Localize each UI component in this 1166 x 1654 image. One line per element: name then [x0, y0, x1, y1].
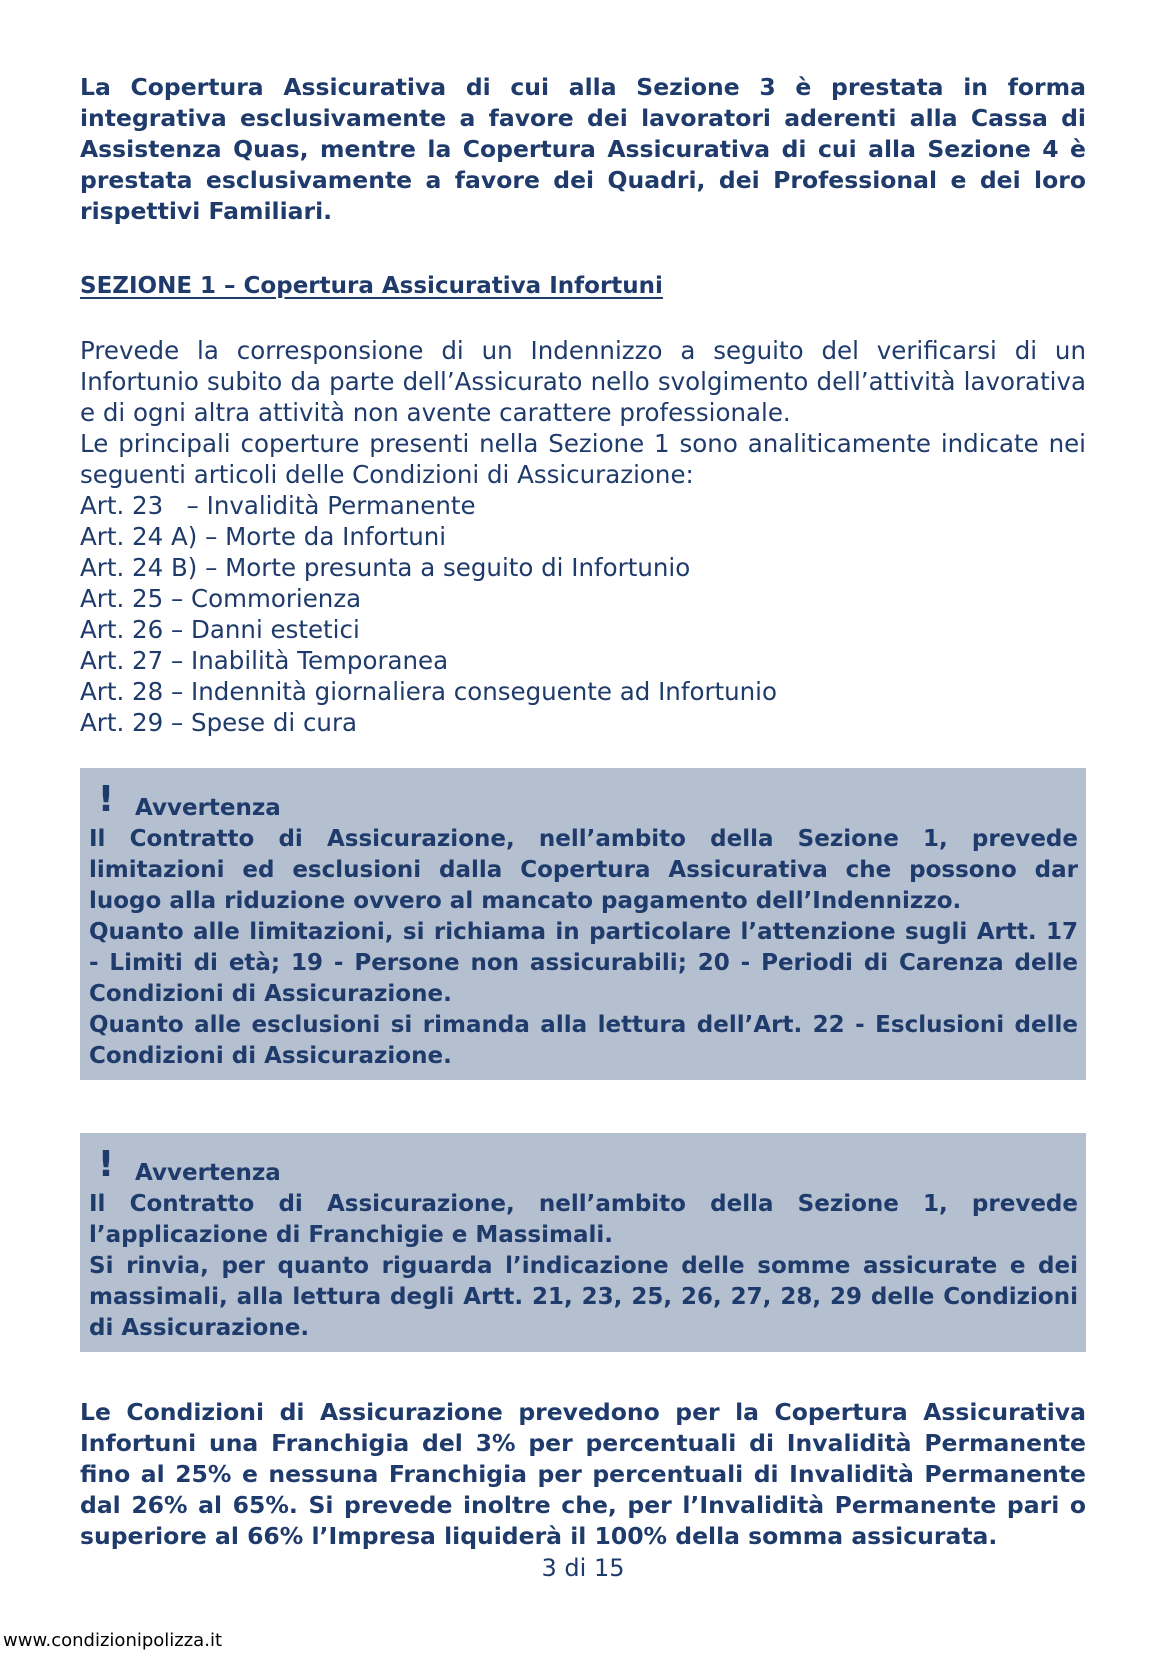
- article-item: Art. 26 – Danni estetici: [80, 615, 360, 644]
- section-paragraph-1: Prevede la corresponsione di un Indennizzo a seguito del verificarsi di un Infortunio subito da parte dell’Assicurato nello svolgimento dell’attività lavorativa e di ogni altra attività non avente carattere professionale.: [80, 336, 1086, 427]
- warning-title: Avvertenza: [135, 795, 281, 821]
- warning-paragraph: Quanto alle limitazioni, si richiama in particolare l’attenzione sugli Artt. 17 - Limiti di età; 19 - Persone non assicurabili; 20 - Periodi di Carenza delle Condizioni di Assicurazione.: [89, 919, 1078, 1007]
- warning-paragraph: Quanto alle esclusioni si rimanda alla lettura dell’Art. 22 - Esclusioni delle Condizioni di Assicurazione.: [89, 1012, 1078, 1069]
- section-heading: SEZIONE 1 – Copertura Assicurativa Infortuni: [80, 273, 663, 299]
- article-item: Art. 27 – Inabilità Temporanea: [80, 646, 449, 675]
- article-item: Art. 24 A) – Morte da Infortuni: [80, 522, 447, 551]
- page-content: [80, 72, 1086, 1552]
- warning-title: Avvertenza: [135, 1160, 281, 1186]
- article-list: [80, 490, 1086, 738]
- article-item: Art. 28 – Indennità giornaliera conseguente ad Infortunio: [80, 677, 777, 706]
- warning-paragraph: Si rinvia, per quanto riguarda l’indicazione delle somme assicurate e dei massimali, alla lettura degli Artt. 21, 23, 25, 26, 27, 28, 29 delle Condizioni di Assicurazione.: [89, 1253, 1078, 1341]
- final-paragraph: Le Condizioni di Assicurazione prevedono per la Copertura Assicurativa Infortuni una Franchigia del 3% per percentuali di Invalidità Permanente fino al 25% e nessuna Franchigia per percentuali di Invalidità Permanente dal 26% al 65%. Si prevede inoltre che, per l’Invalidità Permanente pari o superiore al 66% l’Impresa liquiderà il 100% della somma assicurata.: [80, 1398, 1086, 1550]
- exclamation-icon: !: [97, 1144, 115, 1185]
- warning-box-deductibles: [80, 1133, 1086, 1352]
- section-paragraph-2: Le principali coperture presenti nella Sezione 1 sono analiticamente indicate nei seguenti articoli delle Condizioni di Assicurazione:: [80, 429, 1086, 489]
- article-item: Art. 23 – Invalidità Permanente: [80, 491, 476, 520]
- warning-paragraph: Il Contratto di Assicurazione, nell’ambito della Sezione 1, prevede limitazioni ed esclusioni dalla Copertura Assicurativa che possono dar luogo alla riduzione ovvero al mancato pagamento dell’Indennizzo.: [89, 826, 1078, 914]
- footer-url: www.condizionipolizza.it: [3, 1630, 222, 1651]
- warning-header: [89, 1143, 1078, 1189]
- article-item: Art. 24 B) – Morte presunta a seguito di Infortunio: [80, 553, 691, 582]
- intro-paragraph: La Copertura Assicurativa di cui alla Sezione 3 è prestata in forma integrativa esclusivamente a favore dei lavoratori aderenti alla Cassa di Assistenza Quas, mentre la Copertura Assicurativa di cui alla Sezione 4 è prestata esclusivamente a favore dei Quadri, dei Professional e dei loro rispettivi Familiari.: [80, 73, 1086, 225]
- article-item: Art. 29 – Spese di cura: [80, 708, 358, 737]
- warning-box-limitations: [80, 768, 1086, 1080]
- exclamation-icon: !: [97, 779, 115, 820]
- warning-header: [89, 778, 1078, 824]
- warning-paragraph: Il Contratto di Assicurazione, nell’ambito della Sezione 1, prevede l’applicazione di Franchigie e Massimali.: [89, 1191, 1078, 1248]
- page-number: 3 di 15: [541, 1554, 625, 1582]
- section-body: [80, 335, 1086, 738]
- article-item: Art. 25 – Commorienza: [80, 584, 362, 613]
